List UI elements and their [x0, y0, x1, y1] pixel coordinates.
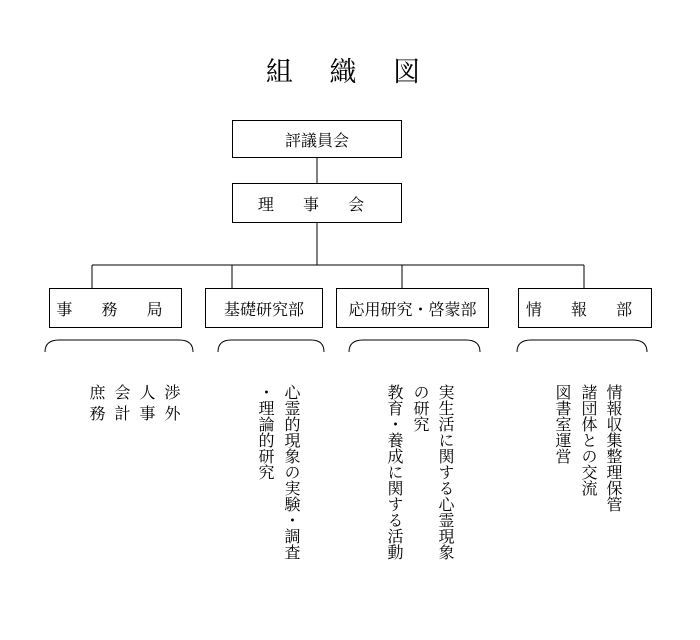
bracket-basic: [218, 340, 324, 352]
department-box-basic: [205, 288, 323, 328]
duty-info-exchange: 諸団体との交流: [579, 384, 598, 496]
council-label: 評議員会: [284, 130, 349, 150]
bracket-applied: [349, 340, 480, 352]
council-box: [232, 120, 402, 158]
duty-applied-real-life: 実生活に関する心霊現象: [436, 384, 455, 560]
department-box-info: [518, 288, 652, 328]
board-box: [232, 183, 402, 223]
duty-secretariat-personnel: 人 事: [137, 384, 156, 422]
board-label: 理 事 会: [257, 194, 377, 214]
bracket-secretariat: [45, 340, 193, 352]
duty-info-collection: 情報収集整理保管: [604, 384, 623, 512]
department-box-secretariat: [49, 288, 182, 328]
department-label-applied: 応用研究・啓蒙部: [348, 299, 477, 319]
duty-secretariat-accounting: 会 計: [112, 384, 131, 422]
duty-applied-education: 教育・養成に関する活動: [385, 384, 404, 560]
department-label-info: 情 報 部: [525, 299, 645, 319]
page-title: 組 織 図: [265, 57, 435, 88]
department-label-secretariat: 事 務 局: [56, 299, 175, 319]
duty-basic-experiments: 心霊的現象の実験・調査: [282, 384, 301, 560]
duty-info-library: 図書室運営: [553, 384, 572, 464]
duty-secretariat-general: 庶 務: [87, 384, 106, 422]
bracket-info: [517, 340, 647, 352]
department-label-basic: 基礎研究部: [223, 299, 304, 319]
duty-secretariat-liaison: 渉 外: [162, 384, 181, 422]
duty-basic-theory: ・理論的研究: [256, 384, 275, 480]
department-box-applied: [336, 288, 489, 328]
duty-applied-research: の研究: [411, 384, 430, 432]
